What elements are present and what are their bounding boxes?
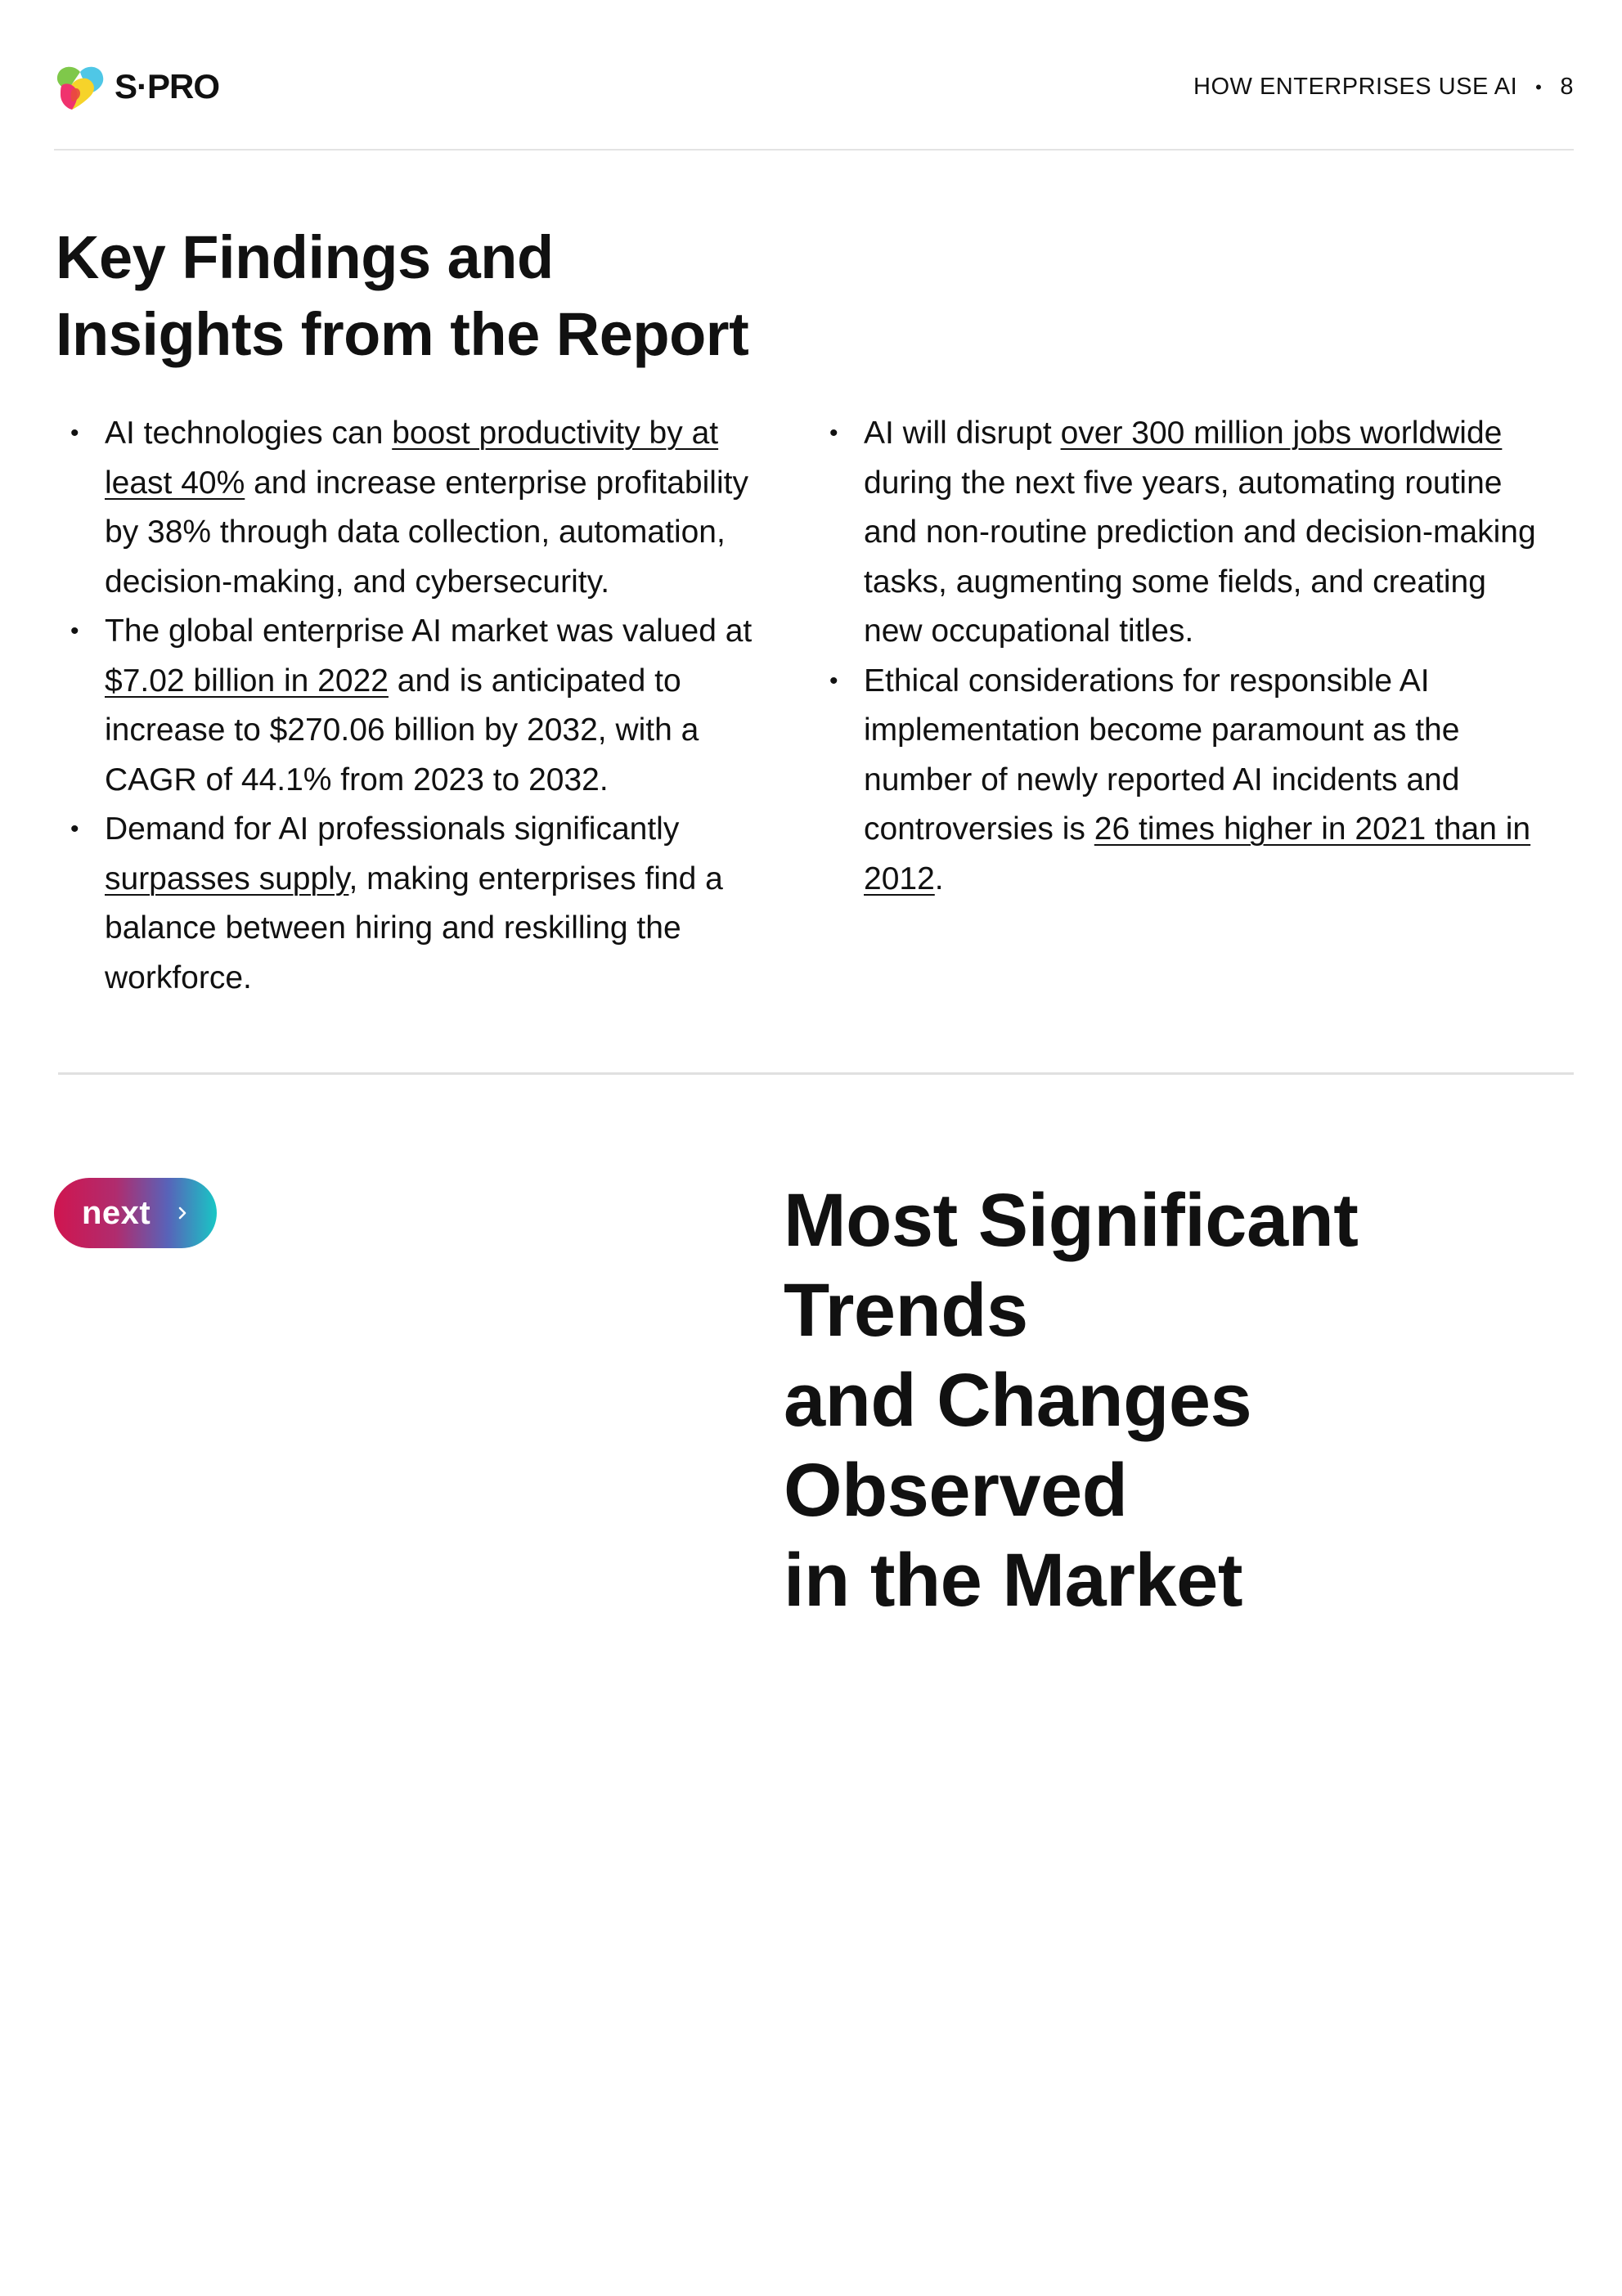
- finding-text: AI technologies can: [105, 416, 393, 451]
- bullet-icon: •: [70, 816, 79, 842]
- list-item: [829, 657, 1549, 905]
- section-title: [56, 219, 792, 373]
- findings-list-left: [70, 409, 790, 1003]
- list-item: [70, 409, 790, 607]
- header-divider: [54, 149, 1574, 151]
- finding-text: Demand for AI professionals significantly: [105, 811, 680, 847]
- bullet-icon: •: [70, 420, 79, 447]
- brand-logo[interactable]: [54, 61, 219, 113]
- findings-list-right: [829, 409, 1549, 904]
- finding-link[interactable]: $7.02 billion in 2022: [105, 663, 389, 699]
- finding-text: The global enterprise AI market was valued at: [105, 613, 753, 649]
- finding-text: AI will disrupt: [864, 416, 1061, 451]
- finding-text: during the next five years, automating routine and non-routine prediction and decision-making tasks, augmenting some fields, and creating new occupational titles.: [864, 465, 1536, 649]
- finding-text: and increase enterprise profitability by 38% through data collection, automation, decision-making, and cybersecurity.: [105, 465, 748, 600]
- finding-link[interactable]: 26 times higher in 2021 than in 2012: [864, 811, 1531, 896]
- finding-link[interactable]: boost productivity by at least 40%: [105, 416, 719, 501]
- section-title-line-1: Key Findings and: [56, 223, 554, 291]
- brand-name: S·PRO: [115, 67, 220, 106]
- section-title-line-2: Insights from the Report: [56, 300, 749, 368]
- next-title-line-3: in the Market: [784, 1539, 1242, 1622]
- chevron-right-icon: [175, 1206, 190, 1220]
- finding-text: , making enterprises find a balance between hiring and reskilling the workforce.: [105, 860, 723, 995]
- finding-text: and is anticipated to increase to $270.06 billion by 2032, with a CAGR of 44.1% from 2023 to 2032.: [105, 663, 699, 798]
- next-title-line-1: Most Significant Trends: [784, 1179, 1359, 1352]
- finding-text: .: [934, 860, 944, 896]
- next-button-label: next: [82, 1194, 151, 1231]
- finding-link[interactable]: surpasses supply: [105, 860, 349, 896]
- bullet-icon: •: [829, 420, 838, 447]
- next-section-title: [784, 1175, 1585, 1625]
- running-header: [1193, 74, 1574, 101]
- spro-logo-icon: [54, 61, 106, 113]
- list-item: [829, 409, 1549, 657]
- next-title-line-2: and Changes Observed: [784, 1359, 1252, 1532]
- page-header: [54, 57, 1574, 116]
- list-item: [70, 805, 790, 1003]
- list-item: [70, 607, 790, 805]
- next-button[interactable]: [54, 1178, 217, 1248]
- finding-link[interactable]: over 300 million jobs worldwide: [1060, 416, 1503, 451]
- bullet-icon: •: [829, 667, 838, 694]
- bullet-icon: •: [70, 618, 79, 645]
- finding-text: Ethical considerations for responsible AI implementation become paramount as the number of newly reported AI incidents and controversies is: [864, 663, 1460, 847]
- separator-dot: •: [1535, 76, 1543, 97]
- section-divider: [58, 1072, 1574, 1075]
- document-title: HOW ENTERPRISES USE AI: [1193, 74, 1518, 100]
- page-number: 8: [1560, 74, 1574, 100]
